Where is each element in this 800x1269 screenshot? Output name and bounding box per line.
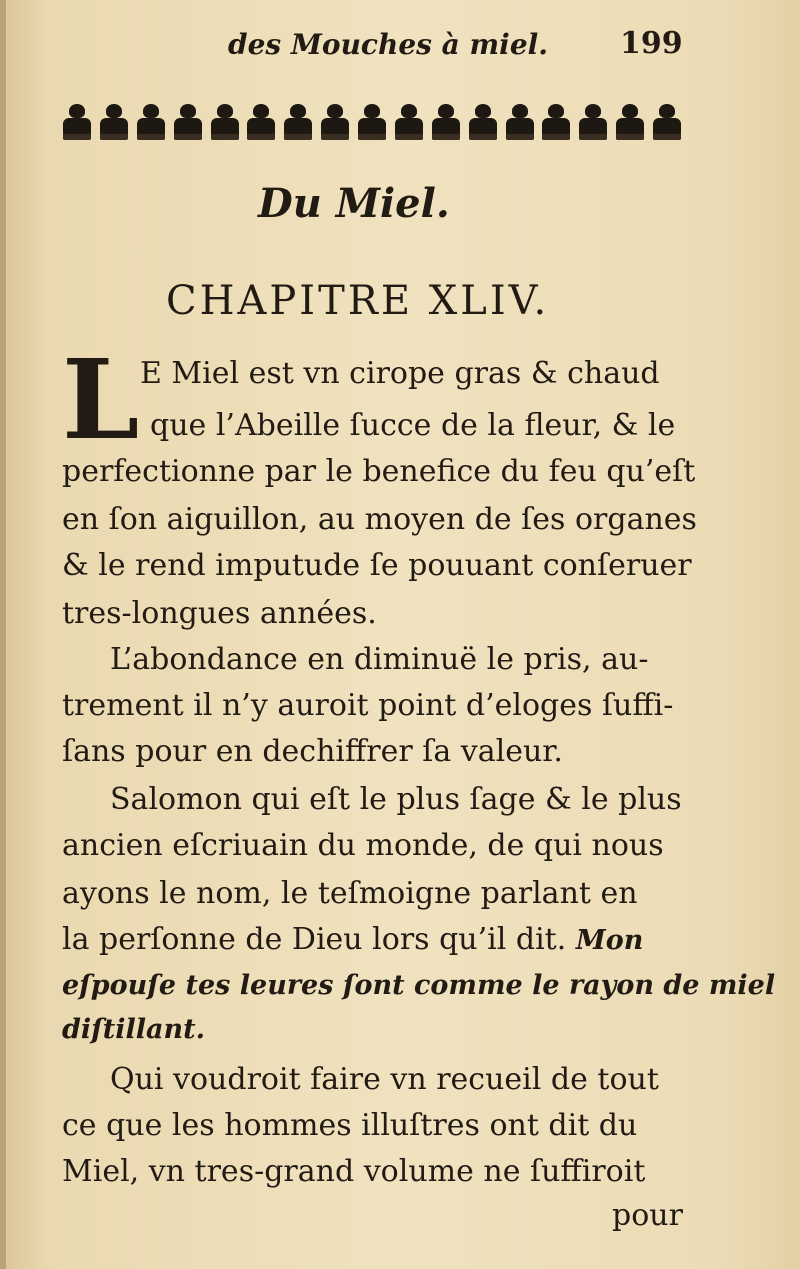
text-line: trement il n’y auroit point d’eloges ſuffi- (62, 688, 674, 723)
page-gutter (0, 0, 6, 1269)
fleuron-icon (136, 102, 166, 142)
fleuron-icon (431, 102, 461, 142)
text-line: ſans pour en dechiffrer ſa valeur. (62, 734, 563, 769)
fleuron-icon (320, 102, 350, 142)
fleuron-icon (541, 102, 571, 142)
text-line-roman: la perſonne de Dieu lors qu’il dit. (62, 922, 567, 957)
text-line: Miel, vn tres-grand volume ne ſuffiroit (62, 1154, 646, 1189)
text-line (62, 920, 643, 961)
text-line: Qui voudroit faire vn recueil de tout (110, 1062, 659, 1097)
text-line: que l’Abeille ſucce de la fleur, & le (150, 408, 676, 443)
ornamental-band (62, 98, 682, 146)
fleuron-icon (357, 102, 387, 142)
fleuron-icon (652, 102, 682, 142)
text-line: ayons le nom, le teſmoigne parlant en (62, 876, 638, 911)
fleuron-icon (283, 102, 313, 142)
text-line: E Miel est vn cirope gras & chaud (140, 356, 660, 391)
text-line: L’abondance en diminuë le pris, au- (110, 642, 649, 677)
text-line: tres-longues années. (62, 596, 377, 631)
text-line: & le rend imputude ſe pouuant conſeruer (62, 548, 692, 583)
fleuron-icon (62, 102, 92, 142)
text-line: ce que les hommes illuſtres ont dit du (62, 1108, 638, 1143)
text-line: perfectionne par le benefice du feu qu’eſt (62, 454, 696, 489)
chapter-heading: CHAPITRE XLIV. (166, 278, 550, 324)
quote-line: eſpouſe tes leures ſont comme le rayon de miel (62, 970, 776, 1001)
page-number: 199 (620, 26, 683, 61)
fleuron-icon (246, 102, 276, 142)
section-title: Du Miel. (258, 180, 450, 227)
fleuron-icon (505, 102, 535, 142)
fleuron-icon (615, 102, 645, 142)
fleuron-icon (394, 102, 424, 142)
running-title: des Mouches à miel. (228, 28, 549, 61)
fleuron-icon (468, 102, 498, 142)
text-line: ancien eſcriuain du monde, de qui nous (62, 828, 664, 863)
quote-start: Mon (575, 925, 644, 956)
fleuron-icon (173, 102, 203, 142)
drop-capital: L (62, 335, 140, 464)
fleuron-icon (578, 102, 608, 142)
fleuron-icon (210, 102, 240, 142)
quote-line: diſtillant. (62, 1014, 205, 1045)
text-line: en ſon aiguillon, au moyen de ſes organes (62, 502, 697, 537)
catchword: pour (612, 1198, 683, 1233)
text-line: Salomon qui eſt le plus ſage & le plus (110, 782, 682, 817)
fleuron-icon (99, 102, 129, 142)
